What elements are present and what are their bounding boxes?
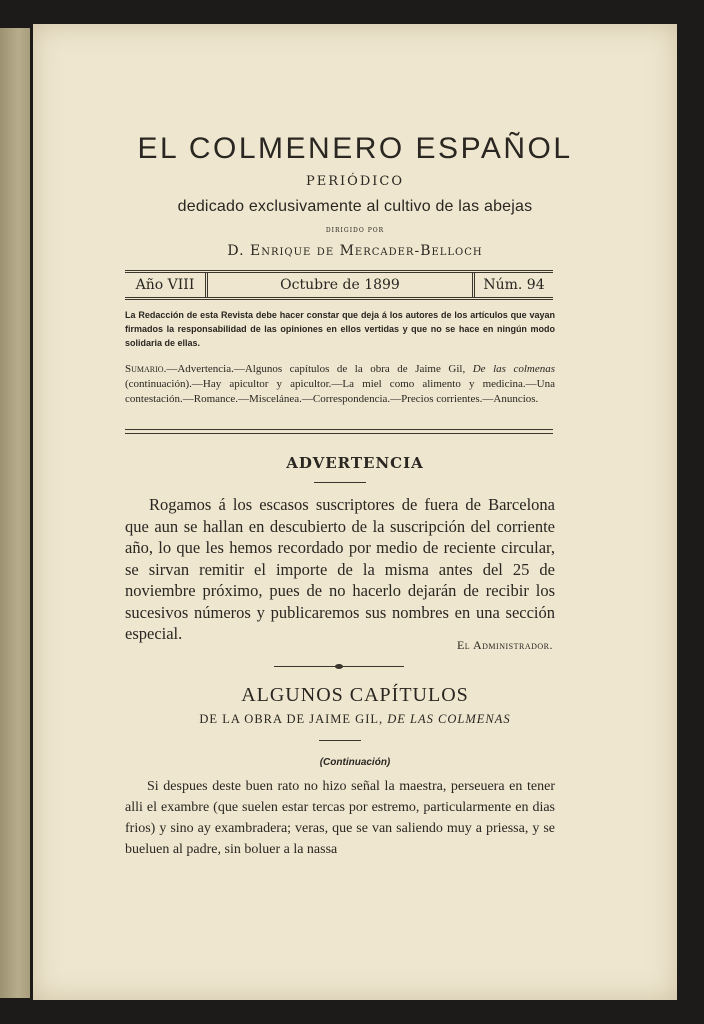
capitulos-body <box>125 776 555 860</box>
issue-date: Octubre de 1899 <box>208 273 475 297</box>
capitulos-subheading <box>33 712 677 727</box>
sumario-work-title: De las colmenas <box>472 363 555 375</box>
heading-underline <box>314 482 366 483</box>
adjacent-page-edge <box>0 28 30 998</box>
issue-year: Año VIII <box>125 273 208 297</box>
journal-dedication: dedicado exclusivamente al cultivo de las abejas <box>177 198 533 215</box>
ornamental-divider-dot <box>335 664 343 669</box>
continuation-label: (Continuación) <box>319 757 391 768</box>
editorial-notice: La Redacción de esta Revista debe hacer constar que deja á los autores de los artículos que vayan firmados la responsabilidad de las opiniones en ellos vertidas y que no se hace en ningún modo solidaria de ellas. <box>125 310 555 348</box>
capitulos-sub-prefix: DE LA OBRA DE JAIME GIL, <box>199 712 388 726</box>
capitulos-paragraph: Si despues deste buen rato no hizo señal la maestra, perseuera en tener alli el exambre (que suelen estar tercas por estremo, particularmente en dias frios) y sino ay exambradera; veras, que se van saliendo muy a priessa, y se bueluen al padre, sin boluer a la nassa <box>125 779 555 857</box>
advertencia-body <box>125 494 555 645</box>
journal-page <box>33 24 677 1000</box>
capitulos-heading: ALGUNOS CAPÍTULOS <box>241 684 469 706</box>
sumario-text-after: (continuación).—Hay apicultor y apicultor.—La miel como alimento y medicina.—Una contestación.—Romance.—Miscelánea.—Correspondencia.—Precios corrientes.—Anuncios. <box>125 378 555 405</box>
journal-title: EL COLMENERO ESPAÑOL <box>137 132 573 165</box>
subheading-rule <box>319 740 361 741</box>
directed-by-label: DIRIGIDO POR <box>325 227 385 234</box>
sumario-text-before: —Advertencia.—Algunos capítulos de la obra de Jaime Gil, <box>166 363 473 375</box>
table-of-contents <box>125 362 555 407</box>
administrator-signature: El Administrador. <box>456 638 553 652</box>
advertencia-heading: ADVERTENCIA <box>286 454 424 472</box>
director-name: D. Enrique de Mercader-Belloch <box>227 243 483 259</box>
advertencia-paragraph: Rogamos á los escasos suscriptores de fuera de Barcelona que aun se hallan en descubierto de la suscripción del corriente año, lo que les hemos recordado por medio de reciente circular, se sirvan remitir el importe de la misma antes del 25 de noviembre próximo, pues de no hacerlo dejarán de recibir los sucesivos números y publicaremos sus nombres en una sección especial. <box>125 495 555 643</box>
capitulos-sub-work: DE LAS COLMENAS <box>387 712 511 726</box>
issue-info-bar <box>125 270 553 300</box>
double-rule-divider <box>125 429 553 434</box>
issue-number: Núm. 94 <box>483 277 545 293</box>
journal-subtitle: PERIÓDICO <box>306 174 404 189</box>
sumario-label: Sumario. <box>125 363 167 375</box>
